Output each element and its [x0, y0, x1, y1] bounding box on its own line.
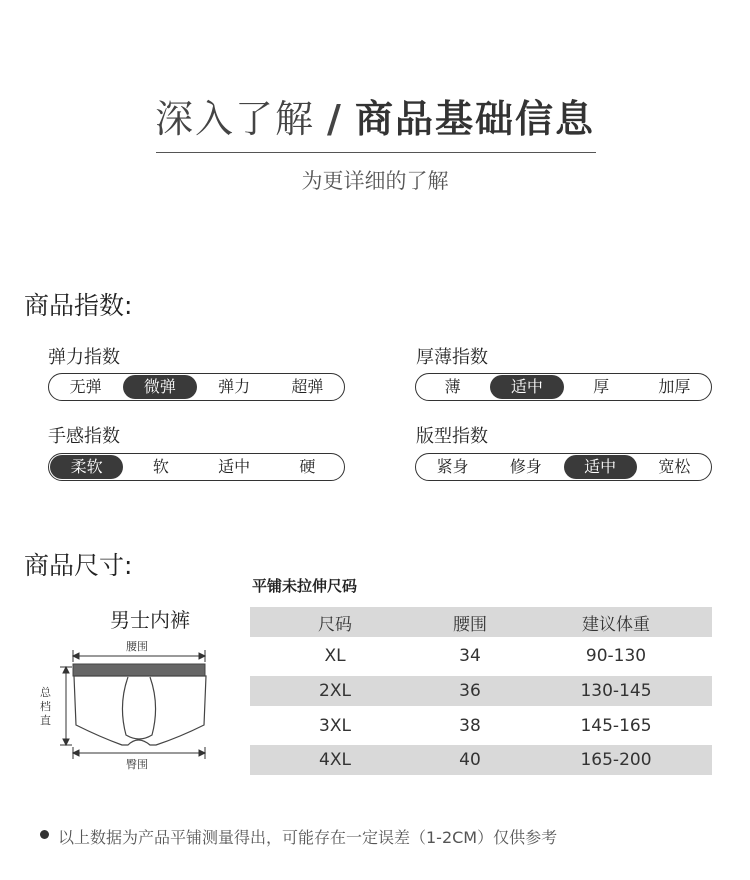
hip-label: 臀围 — [126, 758, 148, 771]
table-cell: 145-165 — [580, 716, 652, 736]
table-cell: 40 — [459, 750, 481, 770]
length-label: 总档直 — [40, 686, 51, 727]
index-option: 宽松 — [658, 457, 691, 476]
index-scale-elasticity — [48, 373, 345, 401]
index-option-selected: 柔软 — [50, 455, 123, 479]
table-header-cell: 尺码 — [318, 614, 352, 635]
table-cell: 130-145 — [580, 681, 652, 701]
index-option: 修身 — [509, 457, 542, 476]
table-cell: XL — [324, 646, 346, 666]
waist-label: 腰围 — [126, 640, 148, 653]
index-option: 适中 — [218, 457, 251, 476]
table-cell: 34 — [459, 646, 481, 666]
bullet-dot — [40, 830, 49, 839]
index-scale-fit — [415, 453, 712, 481]
index-option-selected: 微弹 — [123, 375, 196, 399]
table-cell: 38 — [459, 716, 481, 736]
index-option-selected: 适中 — [490, 375, 563, 399]
table-cell: 3XL — [319, 716, 351, 736]
index-option: 厚 — [593, 377, 610, 396]
diagram-title: 男士内裤 — [110, 608, 190, 632]
index-label-thickness: 厚薄指数 — [416, 347, 488, 368]
index-option: 无弹 — [69, 377, 102, 396]
index-option: 弹力 — [218, 377, 251, 396]
table-cell: 4XL — [319, 750, 351, 770]
index-label-elasticity: 弹力指数 — [48, 347, 120, 368]
indices-heading: 商品指数: — [24, 291, 133, 320]
table-cell: 2XL — [319, 681, 351, 701]
title-bold: 商品基础信息 — [354, 97, 595, 141]
index-label-softness: 手感指数 — [48, 426, 120, 447]
index-option: 超弹 — [291, 377, 324, 396]
index-option-selected: 适中 — [564, 455, 637, 479]
index-scale-softness — [48, 453, 345, 481]
title-light: 深入了解 — [155, 97, 316, 141]
table-row — [250, 676, 712, 706]
table-row — [250, 711, 712, 741]
table-header-cell: 建议体重 — [582, 614, 650, 635]
table-caption: 平铺未拉伸尺码 — [252, 577, 358, 595]
title-divider — [156, 152, 596, 153]
hip-arrow — [73, 747, 205, 759]
title-separator: / — [327, 97, 343, 141]
waist-arrow — [73, 650, 205, 662]
index-option: 软 — [152, 457, 169, 476]
page-title — [0, 88, 750, 143]
table-header-cell: 腰围 — [453, 614, 487, 635]
table-cell: 165-200 — [580, 750, 652, 770]
underwear-diagram — [40, 645, 240, 765]
index-label-fit: 版型指数 — [416, 426, 488, 447]
footnote: 以上数据为产品平铺测量得出，可能存在一定误差（1-2CM）仅供参考 — [58, 828, 558, 847]
index-option: 薄 — [444, 377, 461, 396]
table-header-row — [250, 607, 712, 637]
index-scale-thickness — [415, 373, 712, 401]
size-heading: 商品尺寸: — [24, 551, 133, 580]
page-subtitle: 为更详细的了解 — [301, 169, 449, 193]
table-row — [250, 745, 712, 775]
table-cell: 36 — [459, 681, 481, 701]
table-row — [250, 641, 712, 671]
table-cell: 90-130 — [585, 646, 647, 666]
index-option: 硬 — [299, 457, 316, 476]
waistband — [73, 664, 205, 676]
index-option: 加厚 — [658, 377, 691, 396]
length-arrow — [60, 667, 72, 745]
brief-pouch — [122, 677, 155, 739]
index-option: 紧身 — [436, 457, 469, 476]
